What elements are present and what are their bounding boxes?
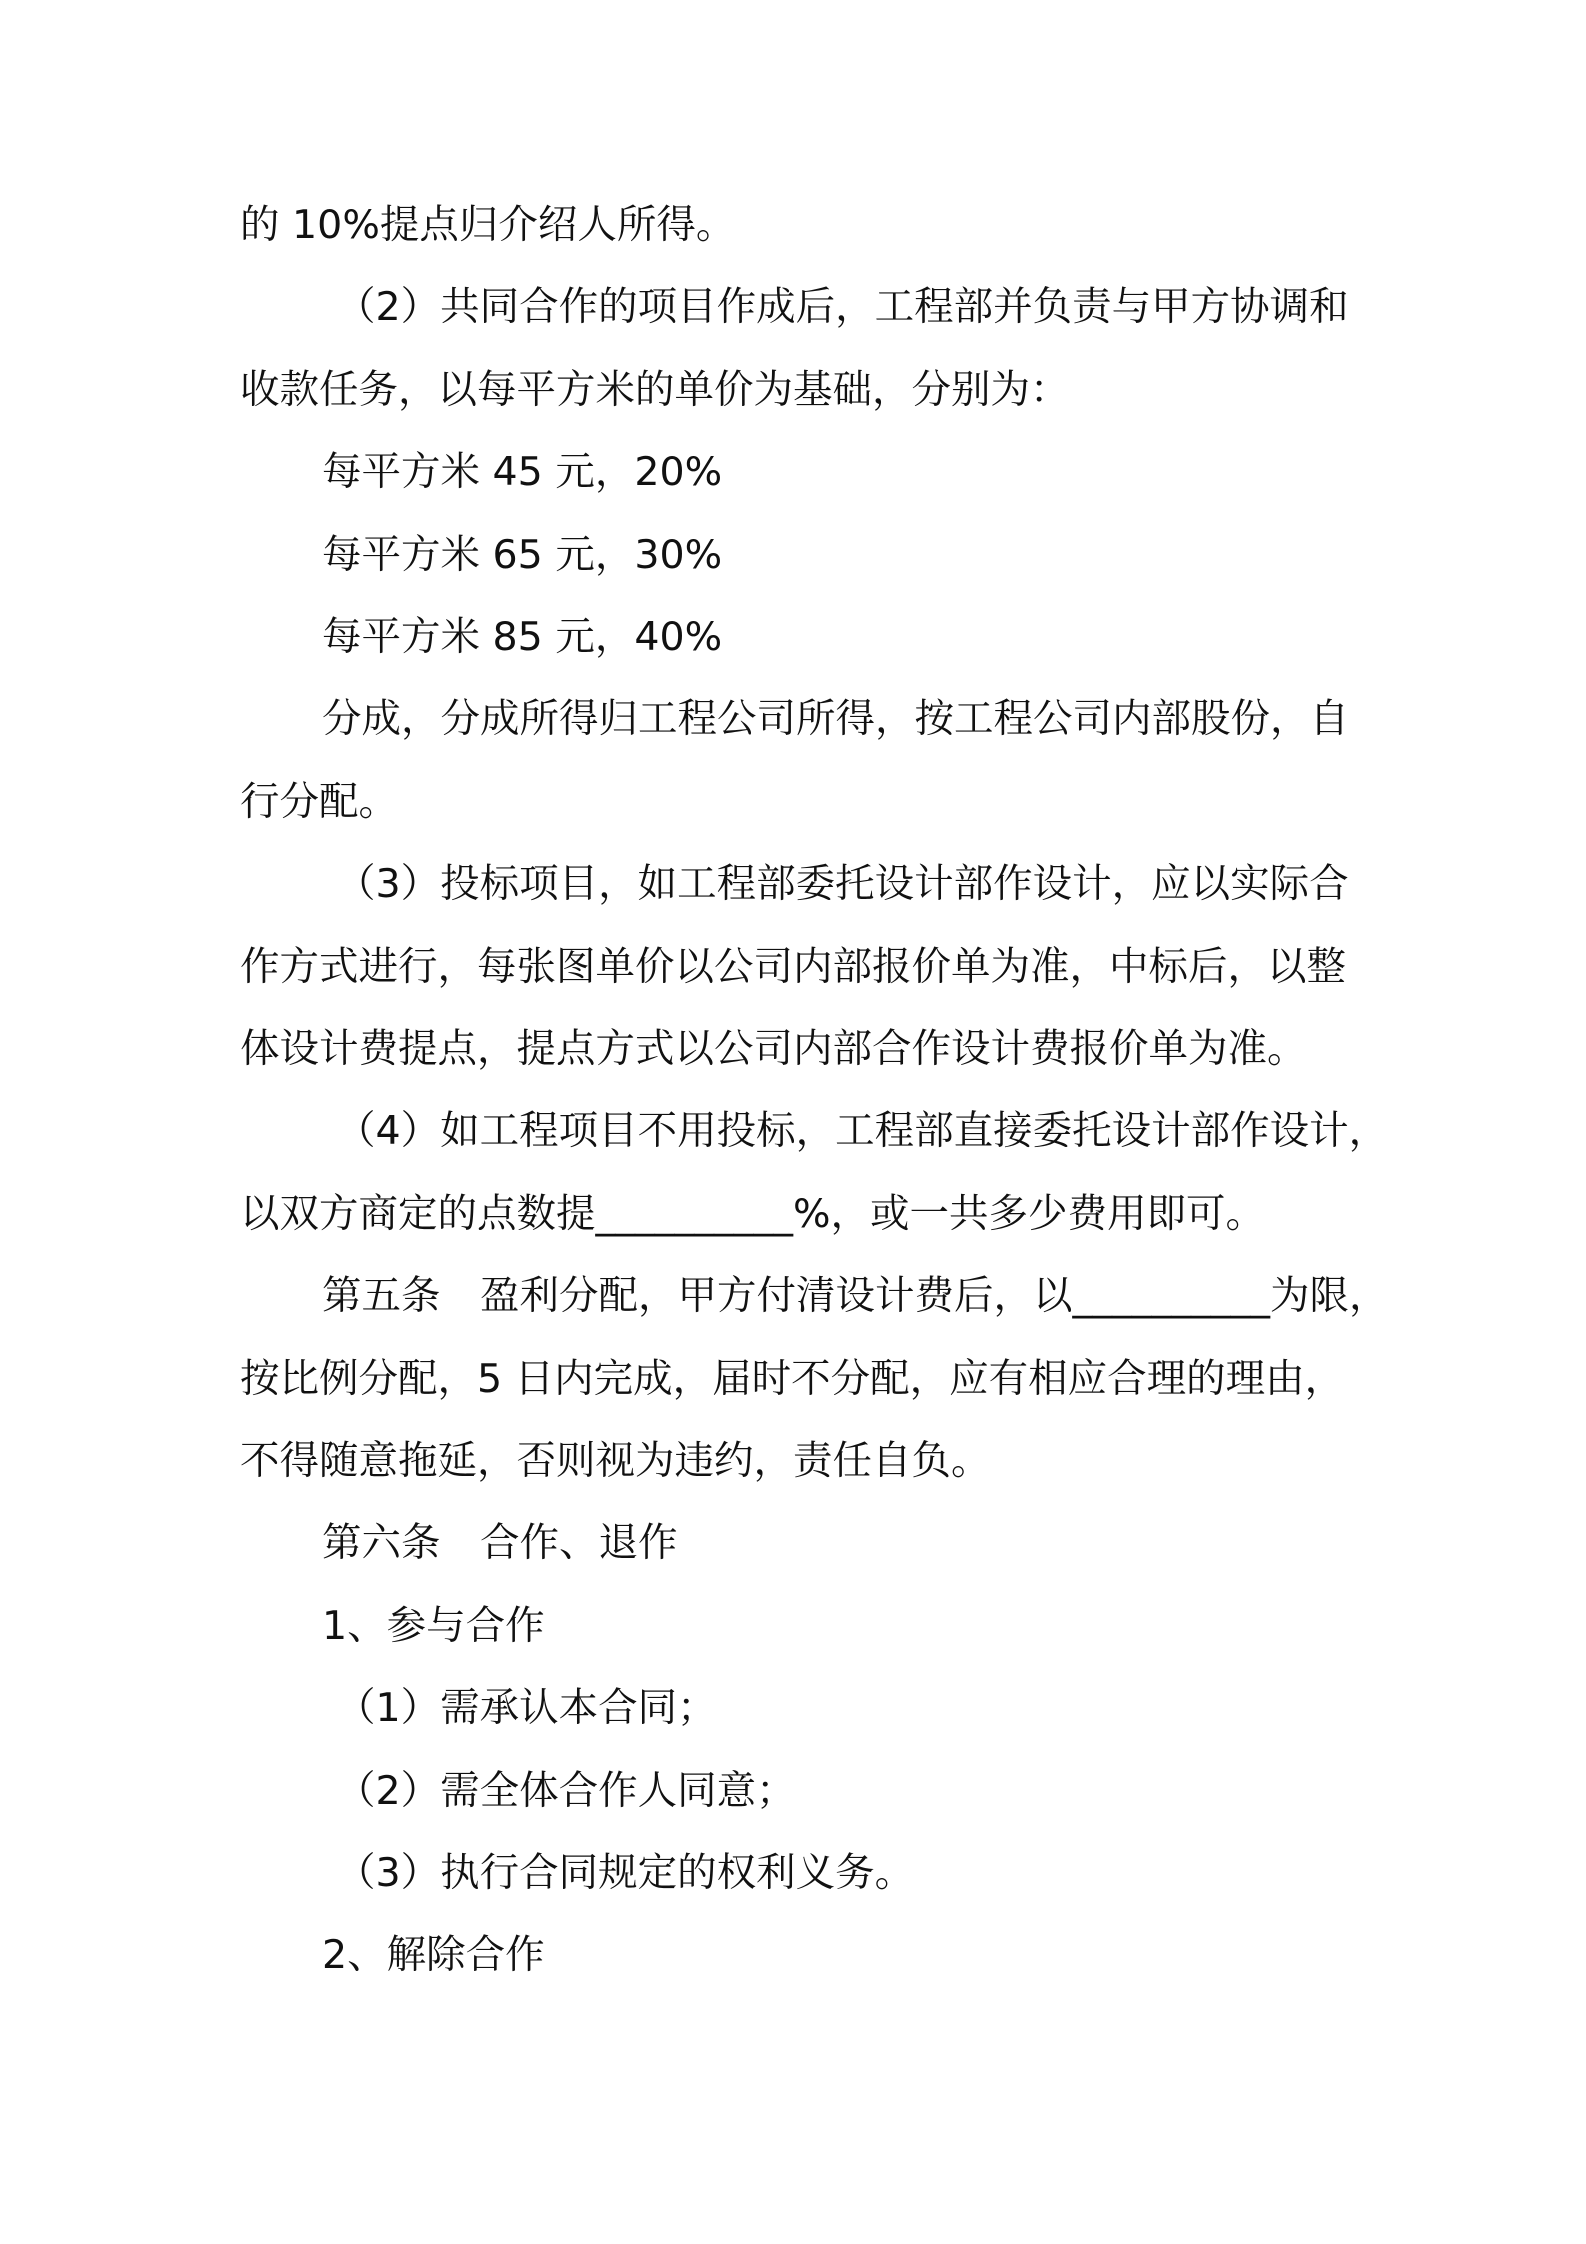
text-line: 每平方米 45 元，20% xyxy=(322,449,723,496)
text-line: 分成，分成所得归工程公司所得，按工程公司内部股份，自 xyxy=(322,696,1349,743)
text-line: 每平方米 65 元，30% xyxy=(322,531,723,578)
text-line: 1、参与合作 xyxy=(322,1602,545,1649)
text-line: 行分配。 xyxy=(240,778,398,825)
text-line: 每平方米 85 元，40% xyxy=(322,614,723,660)
text-line: （1）需承认本合同； xyxy=(336,1685,717,1732)
text-line: （2）共同合作的项目作成后，工程部并负责与甲方协调和 xyxy=(336,284,1349,331)
text-line: （3）执行合同规定的权利义务。 xyxy=(336,1850,915,1896)
text-line: 体设计费提点，提点方式以公司内部合作设计费报价单为准。 xyxy=(240,1026,1307,1072)
text-line: 2、解除合作 xyxy=(322,1932,545,1979)
text-line: 的 10%提点归介绍人所得。 xyxy=(240,202,736,248)
text-line: （2）需全体合作人同意； xyxy=(336,1767,796,1814)
text-line: 不得随意拖延，否则视为违约，责任自负。 xyxy=(240,1438,991,1484)
text-line: 收款任务，以每平方米的单价为基础，分别为： xyxy=(240,366,1070,413)
text-line: （4）如工程项目不用投标，工程部直接委托设计部作设计， xyxy=(336,1108,1389,1155)
text-line: 以双方商定的点数提__________%，或一共多少费用即可。 xyxy=(240,1190,1266,1237)
text-line: 作方式进行，每张图单价以公司内部报价单为准，中标后，以整 xyxy=(240,943,1346,990)
text-line: 按比例分配，5 日内完成，届时不分配，应有相应合理的理由， xyxy=(240,1355,1345,1402)
section-heading: 第六条 合作、退作 xyxy=(322,1520,678,1567)
text-line: （3）投标项目，如工程部委托设计部作设计，应以实际合 xyxy=(336,861,1349,908)
text-line: 第五条 盈利分配，甲方付清设计费后，以__________为限， xyxy=(322,1273,1389,1320)
